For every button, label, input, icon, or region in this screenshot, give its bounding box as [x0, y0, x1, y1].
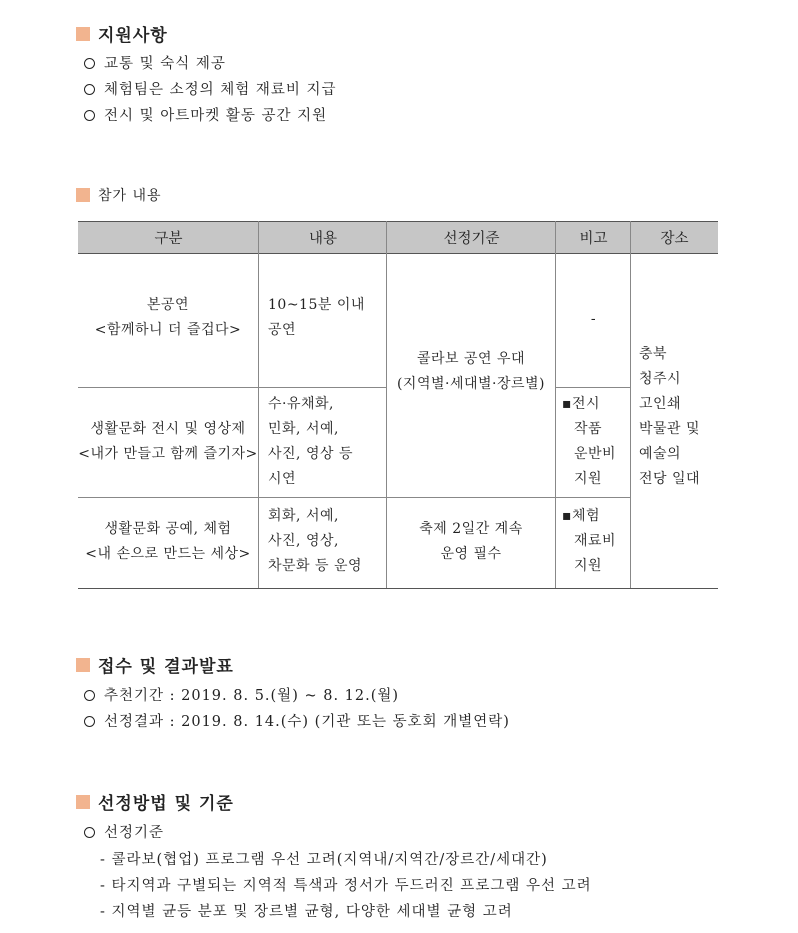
table-place: 충북 청주시 고인쇄 박물관 및 예술의 전당 일대 [639, 346, 701, 487]
selection-subitem: - 콜라보(협업) 프로그램 우선 고려(지역내/지역간/장르간/세대간) [100, 852, 548, 868]
support-item: 전시 및 아트마켓 활동 공간 지원 [84, 104, 327, 125]
table-row-exhibition-content: 수·유채화, 민화, 서예, 사진, 영상 등 시연 [268, 396, 353, 487]
circle-bullet-icon [84, 58, 95, 69]
table-row-performance-note: - [590, 311, 597, 327]
circle-bullet-icon [84, 716, 95, 727]
selection-section-title: 선정방법 및 기준 [76, 789, 234, 814]
table-row-craft-name: 생활문화 공예, 체험 <내 손으로 만드는 세상> [85, 521, 251, 562]
circle-bullet-icon [84, 110, 95, 121]
selection-subitem: - 지역별 균등 분포 및 장르별 균형, 다양한 세대별 균형 고려 [100, 904, 513, 920]
section-marker-icon [76, 27, 90, 41]
participation-table [78, 221, 718, 589]
table-row-craft-criteria: 축제 2일간 계속 운영 필수 [419, 521, 523, 562]
reception-section-title: 접수 및 결과발표 [76, 652, 234, 677]
selection-item: 선정기준 [84, 821, 164, 842]
circle-bullet-icon [84, 84, 95, 95]
shared-criteria: 콜라보 공연 우대 (지역별·세대별·장르별) [396, 351, 546, 392]
support-section-title: 지원사항 [76, 21, 168, 46]
table-row-craft-content: 회화, 서예, 사진, 영상, 차문화 등 운영 [268, 508, 363, 574]
support-item: 교통 및 숙식 제공 [84, 52, 226, 73]
table-header-note: 비고 [556, 221, 631, 254]
support-item: 체험팀은 소정의 체험 재료비 지급 [84, 78, 337, 99]
table-row-exhibition-name: 생활문화 전시 및 영상제 <내가 만들고 함께 즐기자> [78, 421, 258, 462]
section-marker-icon [76, 795, 90, 809]
table-header-division: 구분 [78, 221, 259, 254]
section-marker-icon [76, 658, 90, 672]
reception-item: 선정결과 : 2019. 8. 14.(수) (기관 또는 동호회 개별연락) [84, 710, 510, 731]
circle-bullet-icon [84, 827, 95, 838]
section-marker-icon [76, 188, 90, 202]
table-header-content: 내용 [259, 221, 387, 254]
table-row-craft-note: ▪체험 재료비 지원 [562, 508, 617, 574]
selection-subitem: - 타지역과 구별되는 지역적 특색과 정서가 두드러진 프로그램 우선 고려 [100, 878, 592, 894]
table-row-performance-name: 본공연 <함께하니 더 즐겁다> [94, 297, 242, 338]
table-row-exhibition-note: ▪전시 작품 운반비 지원 [562, 396, 617, 487]
table-header-place: 장소 [631, 221, 718, 254]
reception-item: 추천기간 : 2019. 8. 5.(월) ~ 8. 12.(월) [84, 684, 399, 705]
circle-bullet-icon [84, 690, 95, 701]
table-header-criteria: 선정기준 [387, 221, 556, 254]
table-row-performance-content: 10~15분 이내 공연 [268, 297, 365, 338]
participation-section-title: 참가 내용 [76, 185, 162, 205]
